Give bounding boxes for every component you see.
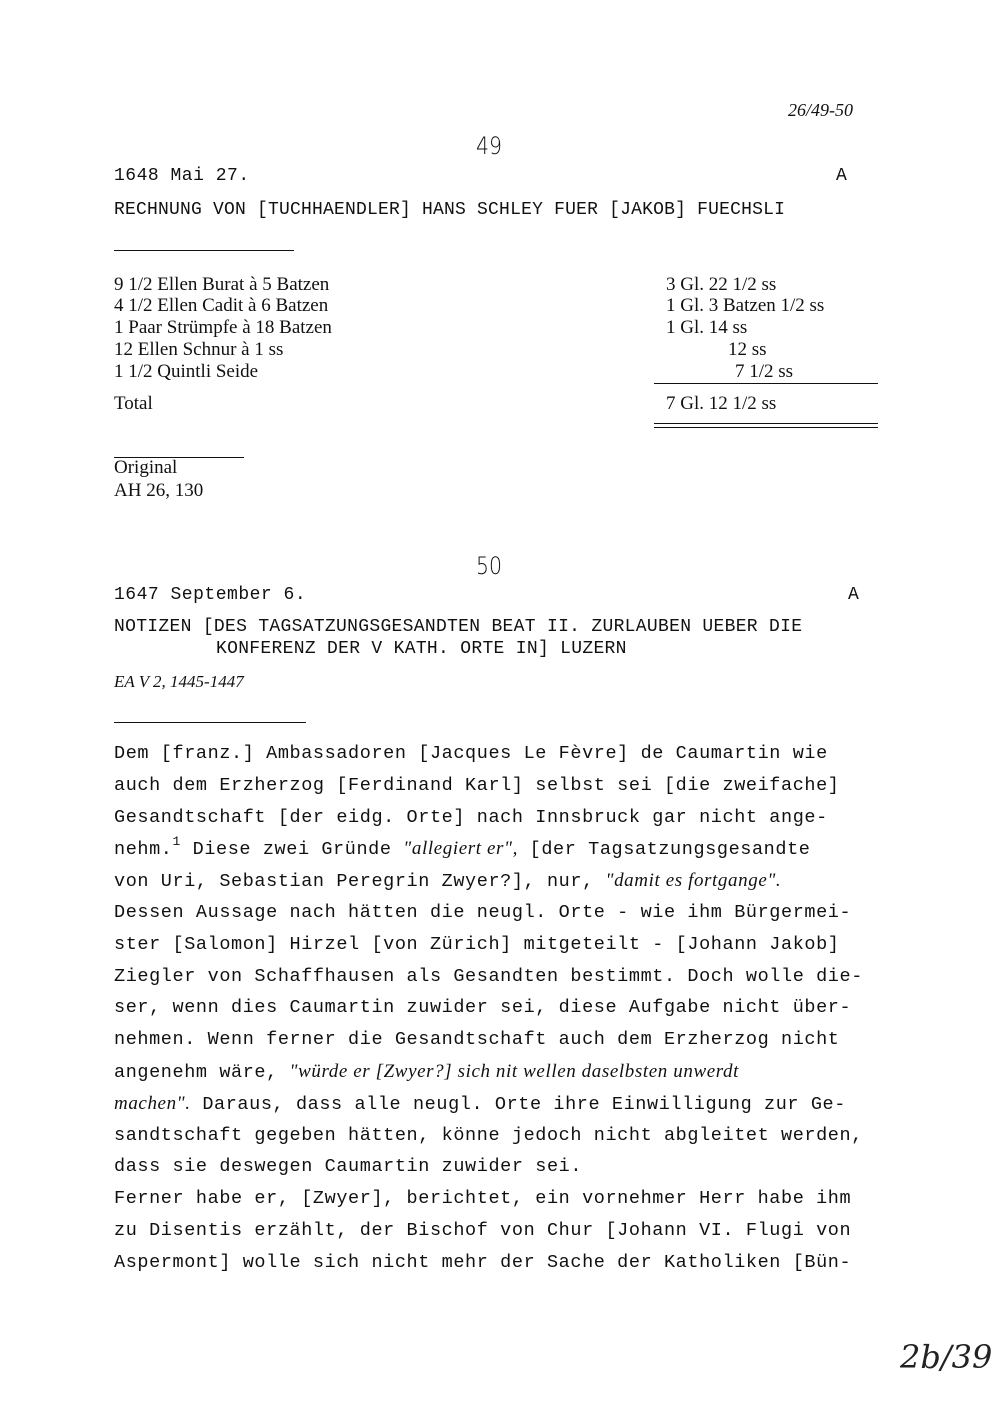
title-rule [114,250,294,251]
document-marker: A [836,166,848,186]
body-line [114,1088,894,1120]
body-line: auch dem Erzherzog [Ferdinand Karl] selbst sei [die zweifache] [114,774,840,796]
body-line: ster [Salomon] Hirzel [von Zürich] mitgeteilt - [Johann Jakob] [114,933,840,955]
body-line: Ferner habe er, [Zwyer], berichtet, ein vornehmer Herr habe ihm [114,1188,852,1210]
invoice-item-desc: 1 Paar Strümpfe à 18 Batzen [114,317,332,338]
body-line: Dessen Aussage nach hätten die neugl. Orte - wie ihm Bürgermei- [114,901,852,923]
body-text: angenehm wäre, [114,1061,290,1083]
body-line [114,865,894,897]
document-title: RECHNUNG VON [TUCHHAENDLER] HANS SCHLEY FUER [JAKOB] FUECHSLI [114,200,786,220]
document-date: 1647 September 6. [114,585,307,605]
edition-rule [114,722,306,723]
body-line: zu Disentis erzählt, der Bischof von Chur [Johann VI. Flugi von [114,1219,852,1241]
body-line: Ziegler von Schaffhausen als Gesandten bestimmt. Doch wolle die- [114,965,863,987]
page-reference: 26/49-50 [788,100,853,120]
source-label: Original [114,457,178,478]
invoice-item-desc: 12 Ellen Schnur à 1 ss [114,339,284,360]
invoice-item-desc: 1 1/2 Quintli Seide [114,361,259,382]
quotation: "damit es fortgange". [605,870,782,892]
invoice-item-amount: 3 Gl. 22 1/2 ss [666,274,777,295]
document-number: 50 [476,552,502,580]
invoice-item-amount: 1 Gl. 14 ss [666,317,748,338]
total-amount: 7 Gl. 12 1/2 ss [666,393,777,414]
quotation: machen". [114,1092,191,1114]
invoice-item-desc: 4 1/2 Ellen Cadit à 6 Batzen [114,295,329,316]
total-double-rule-top [654,423,878,424]
quotation: "allegiert er", [403,838,518,860]
document-title-continued: KONFERENZ DER V KATH. ORTE IN] LUZERN [216,639,627,659]
invoice-item-amount: 12 ss [728,339,767,360]
document-number: 49 [476,132,502,160]
invoice-item-desc: 9 1/2 Ellen Burat à 5 Batzen [114,274,330,295]
body-line: nehmen. Wenn ferner die Gesandtschaft auch dem Erzherzog nicht [114,1029,840,1051]
invoice-item-amount: 7 1/2 ss [735,361,794,382]
subtotal-rule [654,383,878,384]
quotation: "würde er [Zwyer?] sich nit wellen daselbsten unwerdt [289,1060,740,1082]
body-text: von Uri, Sebastian Peregrin Zwyer?], nur, [114,871,606,893]
body-line: Aspermont] wolle sich nicht mehr der Sache der Katholiken [Bün- [114,1251,852,1273]
total-double-rule-bottom [654,427,878,428]
total-label: Total [114,393,153,414]
body-text: [der Tagsatzungsgesandte [517,839,811,861]
body-line: dass sie deswegen Caumartin zuwider sei. [114,1156,583,1178]
body-line: ser, wenn dies Caumartin zuwider sei, diese Aufgabe nicht über- [114,997,852,1019]
footnote-marker: 1 [172,834,181,850]
document-marker: A [848,585,860,605]
body-line [114,833,894,865]
invoice-item-amount: 1 Gl. 3 Batzen 1/2 ss [666,295,825,316]
body-text: Daraus, dass alle neugl. Orte ihre Einwilligung zur Ge- [190,1093,846,1115]
body-line [114,1056,894,1088]
body-line: sandtschaft gegeben hätten, könne jedoch nicht abgleitet werden, [114,1124,863,1146]
body-text: nehm. [114,839,173,861]
archive-signature: 2b/39 [900,1338,993,1376]
document-body [114,738,894,1279]
body-line: Gesandtschaft [der eidg. Orte] nach Innsbruck gar nicht ange- [114,806,828,828]
document-title: NOTIZEN [DES TAGSATZUNGSGESANDTEN BEAT II. ZURLAUBEN UEBER DIE [114,617,803,637]
edition-reference: EA V 2, 1445-1447 [114,672,244,691]
body-text: Diese zwei Gründe [180,839,404,861]
document-date: 1648 Mai 27. [114,166,250,186]
source-reference: AH 26, 130 [114,480,204,501]
body-line: Dem [franz.] Ambassadoren [Jacques Le Fèvre] de Caumartin wie [114,743,828,764]
